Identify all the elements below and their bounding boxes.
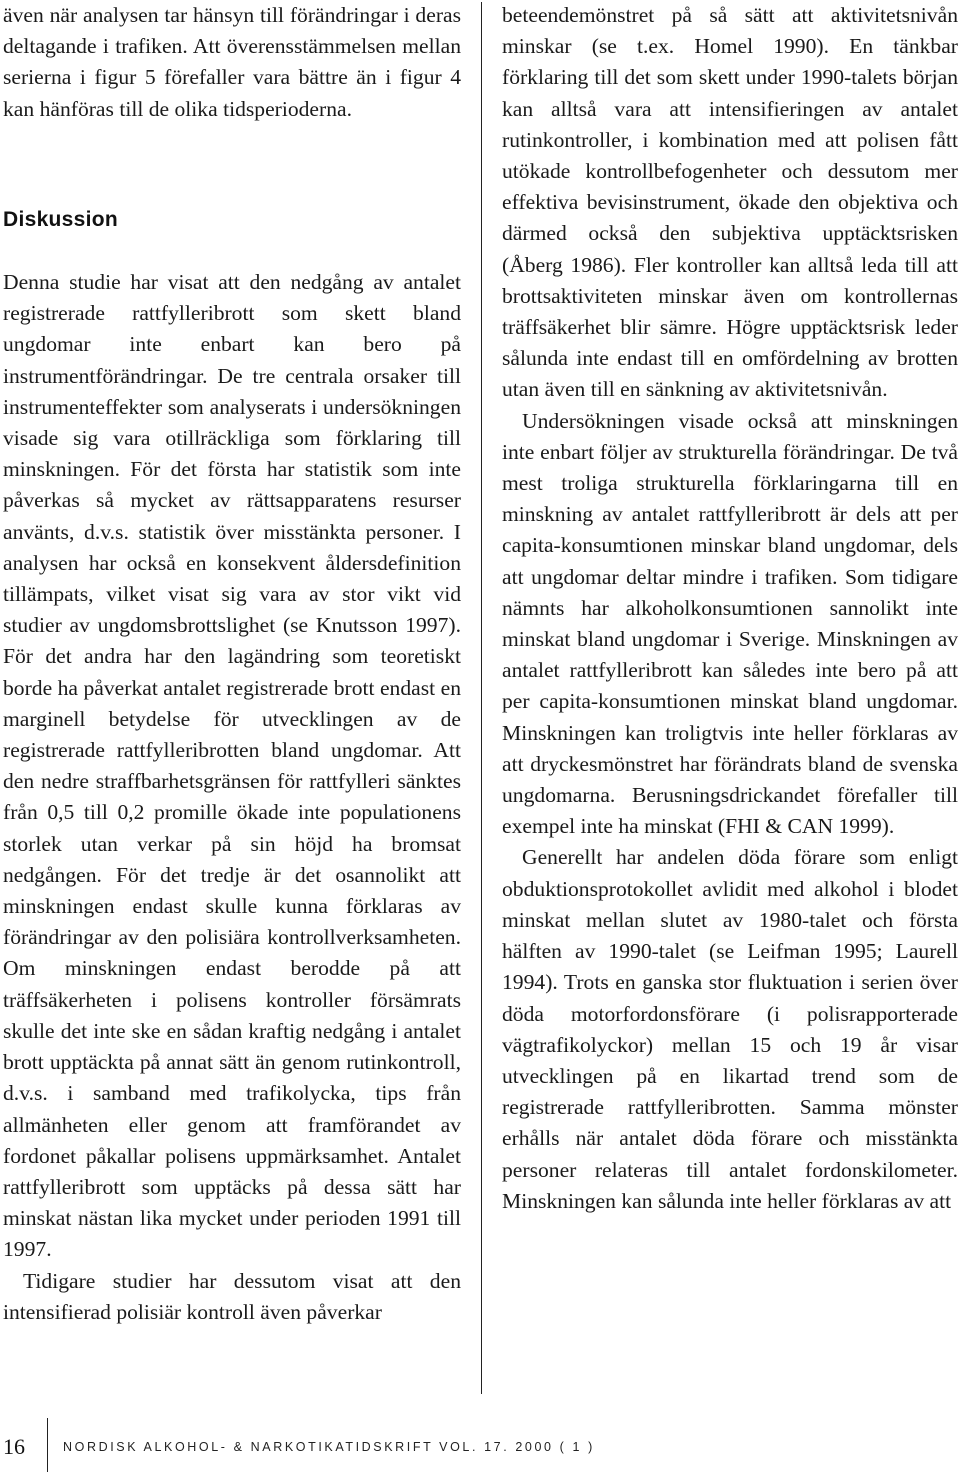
discussion-paragraph-2: Tidigare studier har dessutom visat att den intensifierad polisiär kontroll även påverkar [3, 1268, 461, 1324]
right-paragraph-2: Undersökningen visade också att minskningen inte enbart följer av strukturella förändringar. De två mest troliga strukturella förklaringarna till en minskning av antalet rattfylleribrott är dels att per capita-konsumtionen minskar bland ungdomar, dels att ungdomar deltar mindre i trafiken. Som tidigare nämnts har alkoholkonsumtionen sannolikt inte minskat bland ungdomar i Sverige. Minskningen av antalet rattfylleribrott kan således inte bero på att per capita-konsumtionen minskat bland ungdomar. Minskningen kan troligtvis inte heller förklaras av att dryckesmönstret har förändrats bland de svenska ungdomarna. Berusningsdrickandet förefaller till exempel inte ha minskat (FHI & CAN 1999). [502, 408, 958, 839]
right-paragraph-3: Generellt har andelen döda förare som enligt obduktionsprotokollet avlidit med alkohol i blodet minskat mellan slutet av 1980-talet och första hälften av 1990-talet (se Leifman 1995; Laurell 1994). Trots en ganska stor fluktuation i serien över döda motorfordonsförare (i polisrapporterade vägtrafikolyckor) mellan 15 och 19 år visar utvecklingen på en likartad trend som de registrerade rattfylleribrotten. Samma mönster erhålls när antalet döda förare och misstänkta personer relateras till antalet fordonskilometer. Minskningen kan sålunda inte heller förklaras av att [502, 845, 958, 1213]
discussion-paragraph-1: Denna studie har visat att den nedgång av antalet registrerade rattfylleribrott som skett bland ungdomar inte enbart kan bero på instrumentförändringar. De tre centrala orsaker till instrumenteffekter som analyserats i undersökningen visade sig vara otillräckliga som förklaring till minskningen. För det första har statistik som inte påverkas så mycket av rättsapparatens resurser använts, d.v.s. statistik över misstänkta personer. I analysen har också en konsekvent åldersdefinition tillämpats, vilket visat sig vara av stor vikt vid studier av ungdomsbrottslighet (se Knutsson 1997). För det andra har den lagändring som teoretiskt borde ha påverkat antalet registrerade brott endast en marginell betydelse för utvecklingen av de registrerade rattfylleribrotten bland ungdomar. Att den nedre straffbarhetsgränsen för rattfylleri sänktes från 0,5 till 0,2 promille ökade inte populationens storlek utan verkar på sin höjd ha bromsat nedgången. För det tredje är det osannolikt att minskningen endast skulle kunna förklaras av förändringar av den polisiära kontrollverksamheten. Om minskningen endast berodde på att träffsäkerheten i polisens kontroller försämrats skulle det inte ske en sådan kraftig nedgång i antalet brott upptäckta på annat sätt än genom rutinkontroll, d.v.s. i samband med trafikolycka, tips från allmänheten eller genom att framförandet av fordonet påkallar polisens uppmärksamhet. Antalet rattfylleribrott som upptäcks på dessa sätt har minskat nästan lika mycket under perioden 1991 till 1997. [3, 270, 461, 1262]
right-paragraph-1: beteendemönstret på så sätt att aktivitetsnivån minskar (se t.ex. Homel 1990). En tänkbar förklaring till det som skett under 1990-talets början kan alltså vara att intensifieringen av antalet rutinkontroller, i kombination med att polisen fått utökade kontrollbefogenheter och dessutom mer effektiva bevisinstrument, ökade den objektiva och därmed också den subjektiva upptäcktsrisken (Åberg 1986). Fler kontroller kan alltså leda till att brottsaktiviteten minskar även om kontrollernas träffsäkerhet blir sämre. Högre upptäcktsrisk leder sålunda inte endast till en omfördelning av brotten utan även till en sänkning av aktivitetsnivån. [502, 3, 958, 402]
column-divider [481, 2, 482, 1394]
footer-divider [47, 1418, 48, 1472]
section-heading: Diskussion [3, 207, 119, 231]
right-column [502, 0, 958, 1217]
left-column [3, 0, 461, 1328]
continued-paragraph: även när analysen tar hänsyn till förändringar i deras deltagande i trafiken. Att överensstämmelsen mellan serierna i figur 5 förefaller vara bättre än i figur 4 kan hänföras till de olika tidsperioderna. [3, 3, 461, 121]
page-number: 16 [3, 1434, 25, 1459]
journal-footer: NORDISK ALKOHOL- & NARKOTIKATIDSKRIFT VOL. 17. 2000 ( 1 ) [63, 1440, 595, 1454]
